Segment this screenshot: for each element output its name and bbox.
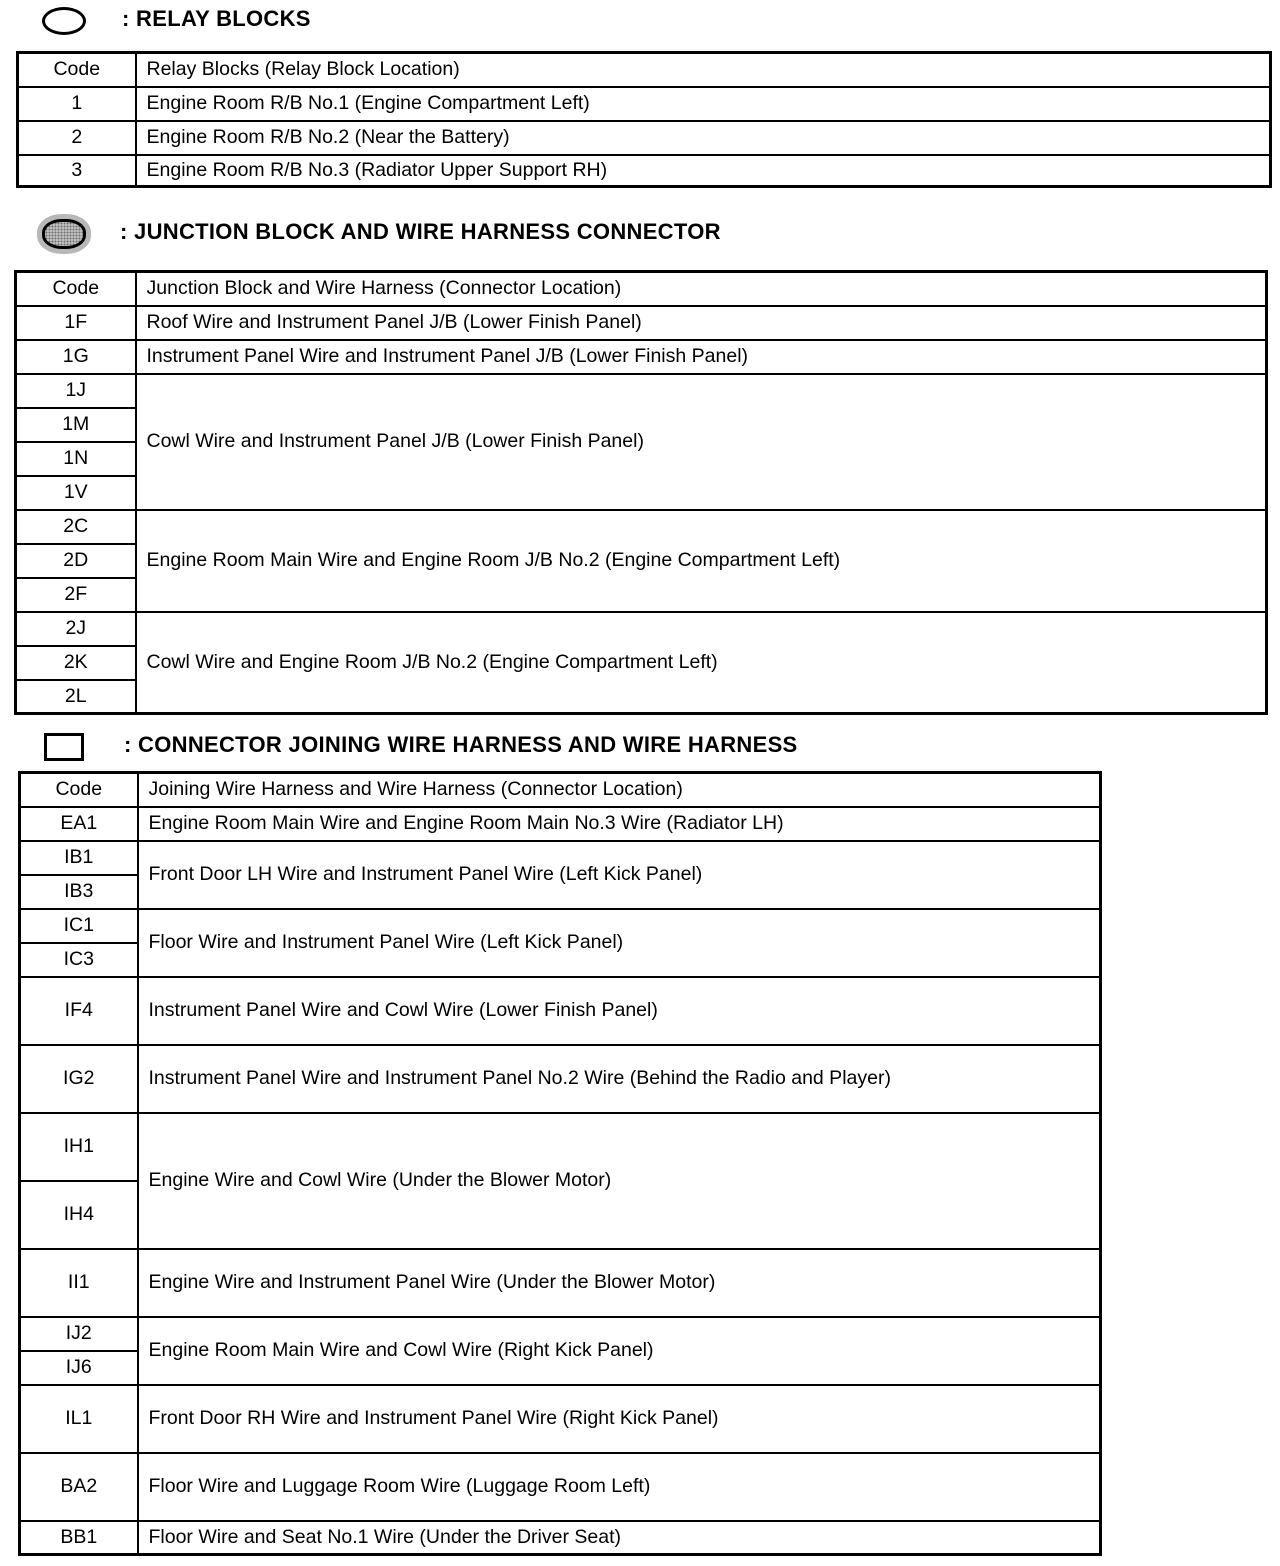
table-row [20,909,1101,943]
relay-blocks-title: : RELAY BLOCKS [122,6,311,31]
description-header: Relay Blocks (Relay Block Location) [136,53,1271,87]
table-row [20,1453,1101,1521]
code-cell: 1 [18,87,136,121]
description-cell: Roof Wire and Instrument Panel J/B (Lower Finish Panel) [136,306,1267,340]
table-row [20,1317,1101,1351]
code-cell: II1 [20,1249,138,1317]
code-cell: BA2 [20,1453,138,1521]
description-cell: Instrument Panel Wire and Instrument Panel No.2 Wire (Behind the Radio and Player) [138,1045,1101,1113]
code-cell: 1G [16,340,136,374]
description-cell: Instrument Panel Wire and Cowl Wire (Lower Finish Panel) [138,977,1101,1045]
connector-symbol-icon [44,733,84,761]
table-row [16,612,1267,646]
description-cell: Floor Wire and Seat No.1 Wire (Under the Driver Seat) [138,1521,1101,1555]
code-cell: 2K [16,646,136,680]
code-cell: EA1 [20,807,138,841]
connector-table [18,771,1102,1556]
description-cell: Instrument Panel Wire and Instrument Panel J/B (Lower Finish Panel) [136,340,1267,374]
table-row [18,121,1271,155]
table-row [18,155,1271,187]
table-header-row [20,773,1101,807]
code-cell: BB1 [20,1521,138,1555]
description-cell: Engine Room Main Wire and Cowl Wire (Right Kick Panel) [138,1317,1101,1385]
junction-block-symbol-icon [42,219,86,249]
table-row [16,510,1267,544]
table-header-row [16,272,1267,306]
description-cell: Engine Room Main Wire and Engine Room Main No.3 Wire (Radiator LH) [138,807,1101,841]
description-cell: Floor Wire and Luggage Room Wire (Luggage Room Left) [138,1453,1101,1521]
table-row [18,87,1271,121]
table-row [16,340,1267,374]
code-cell: 1V [16,476,136,510]
table-row [20,841,1101,875]
code-cell: IC1 [20,909,138,943]
description-header: Joining Wire Harness and Wire Harness (Connector Location) [138,773,1101,807]
description-cell: Engine Wire and Instrument Panel Wire (Under the Blower Motor) [138,1249,1101,1317]
table-row [20,807,1101,841]
description-cell: Floor Wire and Instrument Panel Wire (Left Kick Panel) [138,909,1101,977]
code-cell: 1N [16,442,136,476]
table-row [20,1521,1101,1555]
code-cell: 1J [16,374,136,408]
code-cell: 2F [16,578,136,612]
description-cell: Engine Room Main Wire and Engine Room J/B No.2 (Engine Compartment Left) [136,510,1267,612]
junction-block-title: : JUNCTION BLOCK AND WIRE HARNESS CONNECTOR [120,219,721,244]
code-cell: IG2 [20,1045,138,1113]
relay-blocks-table [16,51,1272,188]
code-cell: IJ2 [20,1317,138,1351]
code-cell: IB3 [20,875,138,909]
code-cell: IC3 [20,943,138,977]
junction-block-table [14,270,1268,715]
table-row [20,1249,1101,1317]
code-cell: 2J [16,612,136,646]
description-cell: Engine Room R/B No.3 (Radiator Upper Support RH) [136,155,1271,187]
code-cell: 2 [18,121,136,155]
table-row [20,977,1101,1045]
table-row [20,1385,1101,1453]
code-cell: IB1 [20,841,138,875]
description-cell: Front Door LH Wire and Instrument Panel Wire (Left Kick Panel) [138,841,1101,909]
code-cell: IH1 [20,1113,138,1181]
description-cell: Engine Room R/B No.1 (Engine Compartment Left) [136,87,1271,121]
relay-block-symbol-icon [42,7,86,35]
connector-title: : CONNECTOR JOINING WIRE HARNESS AND WIRE HARNESS [124,732,798,757]
code-header: Code [18,53,136,87]
code-cell: 2D [16,544,136,578]
code-cell: 1F [16,306,136,340]
code-cell: IL1 [20,1385,138,1453]
code-cell: 2L [16,680,136,714]
code-cell: 2C [16,510,136,544]
description-cell: Engine Wire and Cowl Wire (Under the Blower Motor) [138,1113,1101,1249]
code-header: Code [20,773,138,807]
code-cell: 1M [16,408,136,442]
description-cell: Cowl Wire and Engine Room J/B No.2 (Engine Compartment Left) [136,612,1267,714]
table-row [16,374,1267,408]
code-cell: IF4 [20,977,138,1045]
description-header: Junction Block and Wire Harness (Connector Location) [136,272,1267,306]
code-cell: IJ6 [20,1351,138,1385]
table-header-row [18,53,1271,87]
description-cell: Cowl Wire and Instrument Panel J/B (Lower Finish Panel) [136,374,1267,510]
code-cell: IH4 [20,1181,138,1249]
table-row [20,1045,1101,1113]
code-header: Code [16,272,136,306]
code-cell: 3 [18,155,136,187]
table-row [20,1113,1101,1181]
description-cell: Front Door RH Wire and Instrument Panel Wire (Right Kick Panel) [138,1385,1101,1453]
description-cell: Engine Room R/B No.2 (Near the Battery) [136,121,1271,155]
table-row [16,306,1267,340]
